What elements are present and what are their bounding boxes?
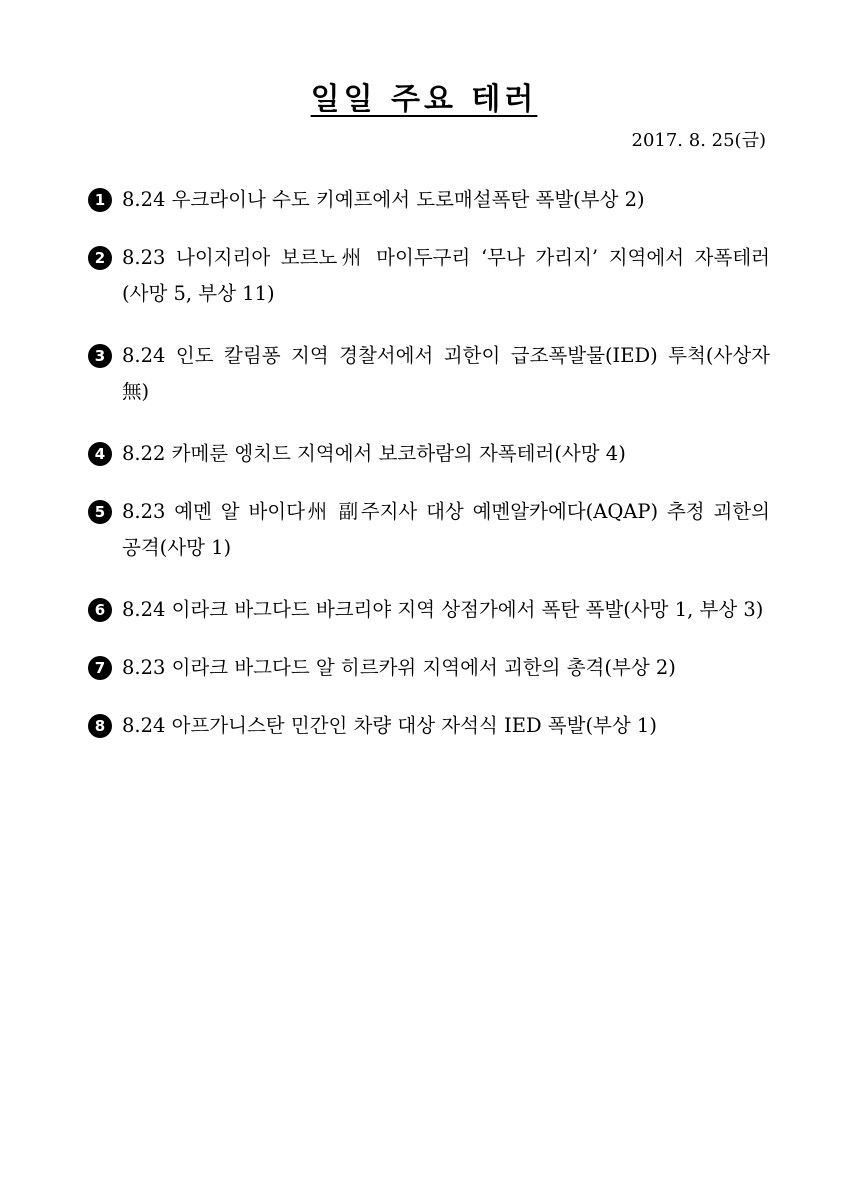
item-text: 8.23 이라크 바그다드 알 히르카위 지역에서 괴한의 총격(부상 2)	[122, 656, 676, 679]
report-date: 2017. 8. 25(금)	[631, 130, 766, 151]
incident-list	[88, 182, 770, 766]
item-text: 8.24 우크라이나 수도 키예프에서 도로매설폭탄 폭발(부상 2)	[122, 188, 645, 211]
list-item	[88, 650, 770, 686]
item-number-badge: 3	[88, 344, 112, 368]
item-number-badge: 8	[88, 714, 112, 738]
item-number-badge: 2	[88, 246, 112, 270]
list-item	[88, 494, 770, 566]
item-number-badge: 5	[88, 500, 112, 524]
item-text: 8.24 아프가니스탄 민간인 차량 대상 자석식 IED 폭발(부상 1)	[122, 714, 657, 737]
item-text: 8.24 인도 칼림퐁 지역 경찰서에서 괴한이 급조폭발물(IED) 투척(사상자 無)	[122, 344, 770, 403]
title-text: 일일 주요 테러	[310, 82, 538, 117]
item-number-badge: 4	[88, 442, 112, 466]
list-item	[88, 708, 770, 744]
item-text: 8.24 이라크 바그다드 바크리야 지역 상점가에서 폭탄 폭발(사망 1, 부상 3)	[122, 598, 764, 621]
list-item	[88, 592, 770, 628]
item-text: 8.23 예멘 알 바이다州 副주지사 대상 예멘알카에다(AQAP) 추정 괴한의 공격(사망 1)	[122, 500, 770, 559]
item-number-badge: 6	[88, 598, 112, 622]
list-item	[88, 240, 770, 312]
list-item	[88, 338, 770, 410]
item-text: 8.22 카메룬 엥치드 지역에서 보코하람의 자폭테러(사망 4)	[122, 442, 626, 465]
item-number-badge: 7	[88, 656, 112, 680]
list-item	[88, 182, 770, 218]
item-number-badge: 1	[88, 188, 112, 212]
list-item	[88, 436, 770, 472]
page-title	[0, 74, 848, 118]
item-text: 8.23 나이지리아 보르노州 마이두구리 ‘무나 가리지’ 지역에서 자폭테러(사망 5, 부상 11)	[122, 246, 770, 305]
